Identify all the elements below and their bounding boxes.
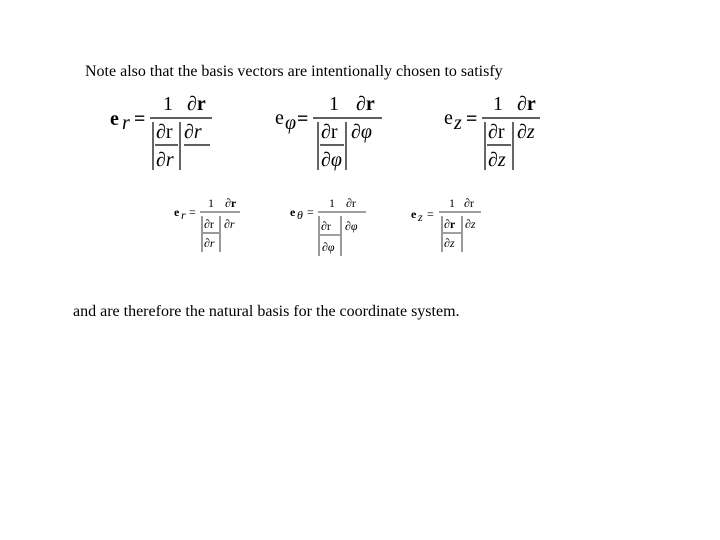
formula-small-ez-subscript: z [418, 210, 423, 224]
formula-large-ez-equals: = [466, 108, 478, 130]
formula-large-ez-norm-top: ∂r [488, 121, 505, 143]
formula-large-er-equals: = [134, 108, 146, 130]
formula-small-ez-equals: = [427, 207, 434, 221]
formula-large-ephi-norm-top: ∂r [321, 121, 338, 143]
formula-small-ez-norm-top: ∂r [444, 217, 456, 231]
formula-small-ez-numerator-partial: ∂r [464, 196, 474, 210]
formula-small-er [174, 196, 240, 252]
formula-small-er-norm-top: ∂r [204, 217, 214, 231]
formula-large-ez-numerator-partial: ∂r [517, 93, 536, 115]
formula-large-ez [444, 93, 540, 171]
formula-small-etheta [290, 196, 366, 256]
formula-small-etheta-subscript: θ [297, 208, 303, 222]
formula-large-er-norm-bottom: ∂r [156, 149, 174, 171]
formula-large-ephi-deriv-bottom: ∂φ [351, 121, 372, 143]
formula-small-er-norm-bottom: ∂r [204, 236, 215, 250]
formula-large-ephi-norm-bottom: ∂φ [321, 149, 342, 171]
formula-large-er-numerator-partial: ∂r [187, 93, 206, 115]
formula-large-er-deriv-bottom: ∂r [184, 121, 202, 143]
outro-text: and are therefore the natural basis for the coordinate system. [73, 303, 460, 320]
formula-large-ez-norm-bottom: ∂z [488, 149, 506, 171]
formula-small-etheta-deriv-bottom: ∂φ [345, 219, 358, 233]
intro-text: Note also that the basis vectors are intentionally chosen to satisfy [85, 63, 503, 80]
formula-small-etheta-numerator-partial: ∂r [346, 196, 356, 210]
formula-large-er [110, 93, 212, 171]
formula-large-er-base: e [110, 108, 119, 130]
formula-large-ephi [275, 93, 382, 171]
formula-large-er-norm-top: ∂r [156, 121, 173, 143]
formula-small-er-numerator-one: 1 [208, 196, 214, 210]
formula-small-etheta-norm-top: ∂r [321, 219, 331, 233]
formula-small-er-numerator-partial: ∂r [225, 196, 237, 210]
formula-large-er-numerator-one: 1 [163, 93, 173, 115]
formula-large-ez-subscript: z [454, 112, 462, 134]
formula-small-ez-norm-bottom: ∂z [444, 236, 455, 250]
formula-large-ephi-numerator-partial: ∂r [356, 93, 375, 115]
formula-small-ez-deriv-bottom: ∂z [465, 217, 476, 231]
formula-small-er-subscript: r [181, 208, 186, 222]
formula-small-er-base: e [174, 205, 180, 219]
formula-small-ez-numerator-one: 1 [449, 196, 455, 210]
formula-large-er-subscript: r [122, 112, 130, 134]
formula-large-ez-numerator-one: 1 [493, 93, 503, 115]
formula-large-ephi-subscript: φ [285, 112, 297, 134]
formula-small-etheta-norm-bottom: ∂φ [322, 240, 335, 254]
formula-large-ephi-numerator-one: 1 [329, 93, 339, 115]
formula-large-ez-deriv-bottom: ∂z [517, 121, 535, 143]
formula-small-ez [411, 196, 481, 252]
formula-small-etheta-numerator-one: 1 [329, 196, 335, 210]
formula-small-etheta-base: e [290, 205, 296, 219]
formula-small-er-equals: = [189, 205, 196, 219]
formula-large-ephi-equals: = [297, 108, 309, 130]
formula-large-ephi-base: e [275, 107, 284, 129]
formula-small-er-deriv-bottom: ∂r [224, 217, 235, 231]
formula-small-ez-base: e [411, 207, 417, 221]
formula-large-ez-base: e [444, 107, 453, 129]
formula-small-etheta-equals: = [307, 205, 314, 219]
